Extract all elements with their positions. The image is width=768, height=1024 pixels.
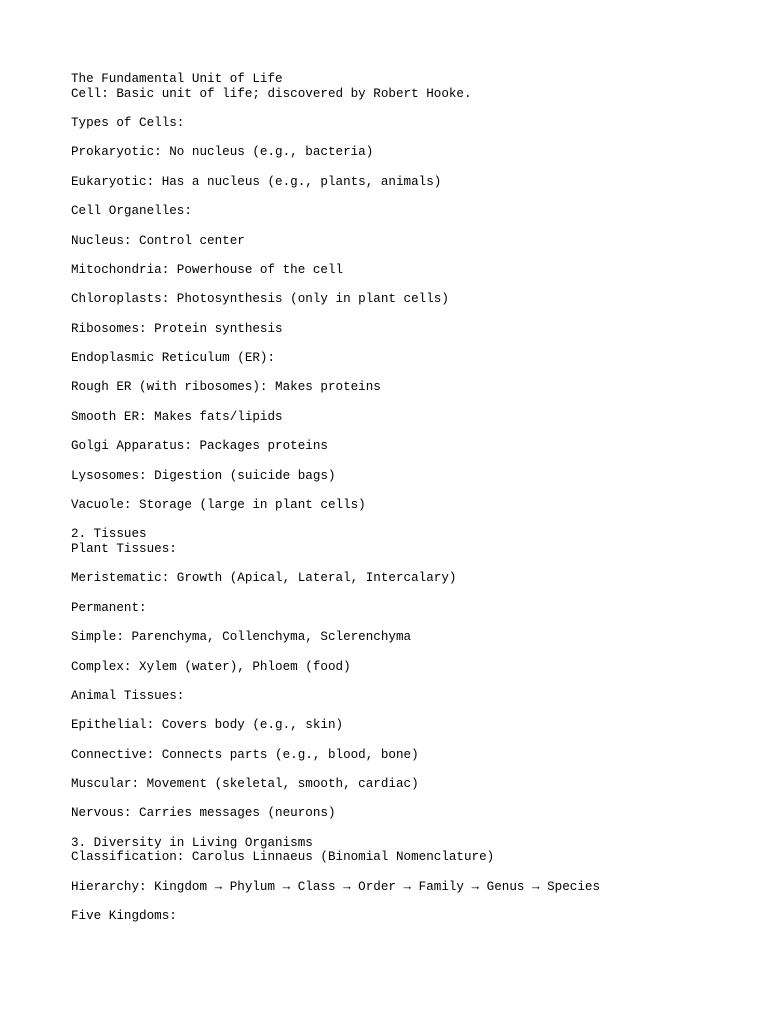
document-line: Five Kingdoms: xyxy=(71,909,177,924)
blank-line xyxy=(71,190,751,205)
document-page xyxy=(71,72,751,924)
document-line: Plant Tissues: xyxy=(71,542,177,556)
document-line: Simple: Parenchyma, Collenchyma, Sclerenchyma xyxy=(71,630,412,645)
document-line: Animal Tissues: xyxy=(71,688,185,703)
blank-line xyxy=(71,513,751,528)
blank-line xyxy=(71,762,751,777)
document-line: Nucleus: Control center xyxy=(71,233,245,248)
blank-line xyxy=(71,586,751,601)
blank-line xyxy=(71,160,751,175)
document-line: Epithelial: Covers body (e.g., skin) xyxy=(71,718,344,733)
blank-line xyxy=(71,248,751,263)
blank-line xyxy=(71,101,751,116)
document-line: The Fundamental Unit of Life xyxy=(71,72,283,86)
document-line: Nervous: Carries messages (neurons) xyxy=(71,806,336,821)
blank-line xyxy=(71,454,751,469)
document-line: Vacuole: Storage (large in plant cells) xyxy=(71,497,366,512)
document-line: Permanent: xyxy=(71,600,147,615)
document-line: Golgi Apparatus: Packages proteins xyxy=(71,439,328,454)
document-line: Connective: Connects parts (e.g., blood, bone) xyxy=(71,747,419,762)
blank-line xyxy=(71,366,751,381)
document-line: Cell: Basic unit of life; discovered by Robert Hooke. xyxy=(71,86,472,101)
blank-line xyxy=(71,278,751,293)
blank-line xyxy=(71,792,751,807)
blank-line xyxy=(71,895,751,910)
document-line: 2. Tissues xyxy=(71,527,147,542)
blank-line xyxy=(71,336,751,351)
document-line: Complex: Xylem (water), Phloem (food) xyxy=(71,659,351,674)
blank-line xyxy=(71,704,751,719)
document-line: Prokaryotic: No nucleus (e.g., bacteria) xyxy=(71,145,374,160)
blank-line xyxy=(71,821,751,836)
blank-line xyxy=(71,557,751,572)
blank-line xyxy=(71,615,751,630)
document-line: Eukaryotic: Has a nucleus (e.g., plants, animals) xyxy=(71,174,442,189)
document-line: Ribosomes: Protein synthesis xyxy=(71,321,283,336)
blank-line xyxy=(71,219,751,234)
document-line: Smooth ER: Makes fats/lipids xyxy=(71,409,283,424)
document-line: Mitochondria: Powerhouse of the cell xyxy=(71,262,344,277)
document-line: Endoplasmic Reticulum (ER): xyxy=(71,351,276,366)
document-line: Meristematic: Growth (Apical, Lateral, Intercalary) xyxy=(71,571,457,586)
document-line: Lysosomes: Digestion (suicide bags) xyxy=(71,468,336,483)
document-line: Classification: Carolus Linnaeus (Binomial Nomenclature) xyxy=(71,850,495,865)
blank-line xyxy=(71,425,751,440)
blank-line xyxy=(71,865,751,880)
document-line: Chloroplasts: Photosynthesis (only in plant cells) xyxy=(71,292,449,307)
document-line: Cell Organelles: xyxy=(71,204,192,219)
document-line: Muscular: Movement (skeletal, smooth, cardiac) xyxy=(71,777,419,791)
document-line: 3. Diversity in Living Organisms xyxy=(71,835,313,850)
document-line: Types of Cells: xyxy=(71,116,185,131)
blank-line xyxy=(71,674,751,689)
blank-line xyxy=(71,733,751,748)
blank-line xyxy=(71,395,751,410)
document-line: Hierarchy: Kingdom → Phylum → Class → Order → Family → Genus → Species xyxy=(71,879,601,894)
blank-line xyxy=(71,131,751,146)
blank-line xyxy=(71,645,751,660)
blank-line xyxy=(71,307,751,322)
blank-line xyxy=(71,483,751,498)
document-line: Rough ER (with ribosomes): Makes proteins xyxy=(71,380,381,395)
